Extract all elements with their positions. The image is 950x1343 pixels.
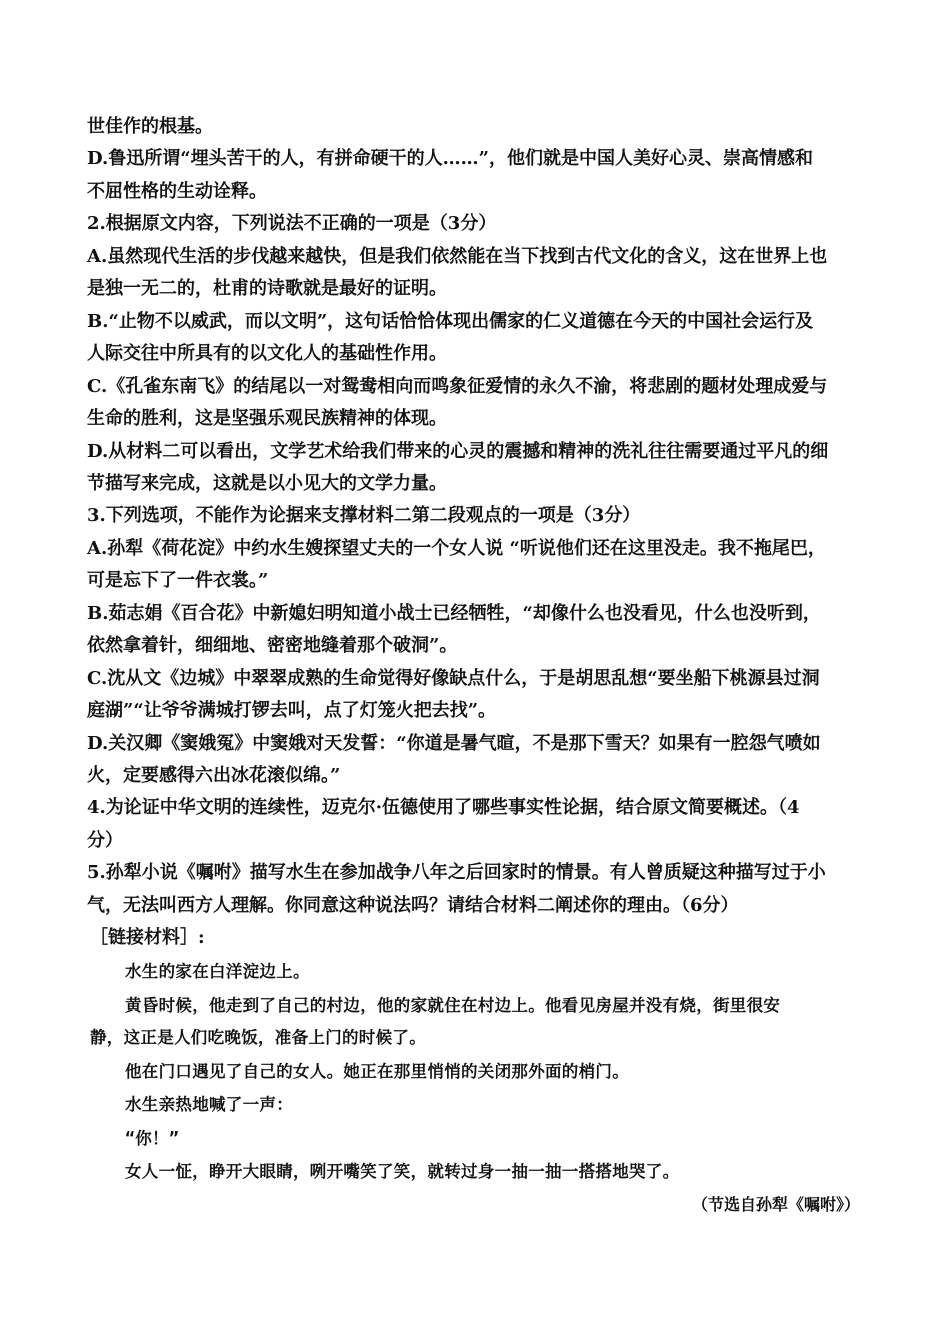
text-line: 分） <box>87 830 123 851</box>
link-material-label: ［链接材料］: <box>90 927 205 948</box>
text-line: 庭湖”“让爷爷满城打锣去叫，点了灯笼火把去找”。 <box>87 700 497 721</box>
text-line: 依然拿着针，细细地、密密地缝着那个破洞”。 <box>87 635 458 656</box>
question-5: 5.孙犁小说《嘱咐》描写水生在参加战争八年之后回家时的情景。有人曾质疑这种描写过于小 <box>87 862 826 883</box>
excerpt-dialogue: “你！” <box>125 1129 180 1148</box>
excerpt-paragraph: 水生的家在白洋淀边上。 <box>125 962 310 981</box>
text-line: 人际交往中所具有的以文化人的基础性作用。 <box>87 343 447 364</box>
q2-option-c: C.《孔雀东南飞》的结尾以一对鸳鸯相向而鸣象征爱情的永久不渝，将悲剧的题材处理成爱与 <box>87 376 828 397</box>
q2-option-b: B.“止物不以威武，而以文明”，这句话恰恰体现出儒家的仁义道德在今天的中国社会运行及 <box>87 311 814 332</box>
q2-option-d: D.从材料二可以看出，文学艺术给我们带来的心灵的震撼和精神的洗礼往往需要通过平凡的细 <box>87 441 829 462</box>
excerpt-paragraph: 女人一怔，睁开大眼睛，咧开嘴笑了笑，就转过身一抽一抽一搭搭地哭了。 <box>125 1162 680 1181</box>
question-3: 3.下列选项，不能作为论据来支撑材料二第二段观点的一项是（3分） <box>87 505 641 526</box>
text-line: 不屈性格的生动诠释。 <box>87 181 267 202</box>
question-2: 2.根据原文内容，下列说法不正确的一项是（3分） <box>87 213 497 234</box>
q3-option-c: C.沈从文《边城》中翠翠成熟的生命觉得好像缺点什么，于是胡思乱想“要坐船下桃源县过洞 <box>87 668 820 689</box>
excerpt-paragraph-continued: 静，这正是人们吃晚饭，准备上门的时候了。 <box>90 1028 426 1047</box>
excerpt-paragraph: 水生亲热地喊了一声： <box>125 1095 293 1114</box>
text-line: 可是忘下了一件衣裳。” <box>87 570 269 591</box>
excerpt-paragraph: 他在门口遇见了自己的女人。她正在那里悄悄的关闭那外面的梢门。 <box>125 1062 629 1081</box>
excerpt-source: （节选自孙犁《嘱咐》） <box>691 1195 860 1214</box>
text-line: 气，无法叫西方人理解。你同意这种说法吗？请结合材料二阐述你的理由。（6分） <box>87 895 739 916</box>
q3-option-d: D.关汉卿《窦娥冤》中窦娥对天发誓：“你道是暑气暄，不是那下雪天？如果有一腔怨气喷如 <box>87 733 821 754</box>
text-line: 是独一无二的，杜甫的诗歌就是最好的证明。 <box>87 278 447 299</box>
text-line: 节描写来完成，这就是以小见大的文学力量。 <box>87 473 447 494</box>
excerpt-paragraph: 黄昏时候，他走到了自己的村边，他的家就住在村边上。他看见房屋并没有烧，街里很安 <box>125 996 781 1015</box>
q3-option-a: A.孙犁《荷花淀》中约水生嫂探望丈夫的一个女人说 “听说他们还在这里没走。我不拖尾巴， <box>87 538 826 559</box>
q3-option-b: B.茹志娟《百合花》中新媳妇明知道小战士已经牺牲，“却像什么也没看见，什么也没听到， <box>87 603 821 624</box>
option-d-line: D.鲁迅所谓“埋头苦干的人，有拼命硬干的人……”，他们就是中国人美好心灵、崇高情感和 <box>87 148 813 169</box>
q2-option-a: A.虽然现代生活的步伐越来越快，但是我们依然能在当下找到古代文化的含义，这在世界上也 <box>87 246 828 267</box>
text-line: 世佳作的根基。 <box>87 116 213 137</box>
text-line: 生命的胜利，这是坚强乐观民族精神的体现。 <box>87 408 447 429</box>
question-4: 4.为论证中华文明的连续性，迈克尔·伍德使用了哪些事实性论据，结合原文简要概述。（4 <box>87 797 800 818</box>
text-line: 火，定要感得六出冰花滚似绵。” <box>87 765 341 786</box>
